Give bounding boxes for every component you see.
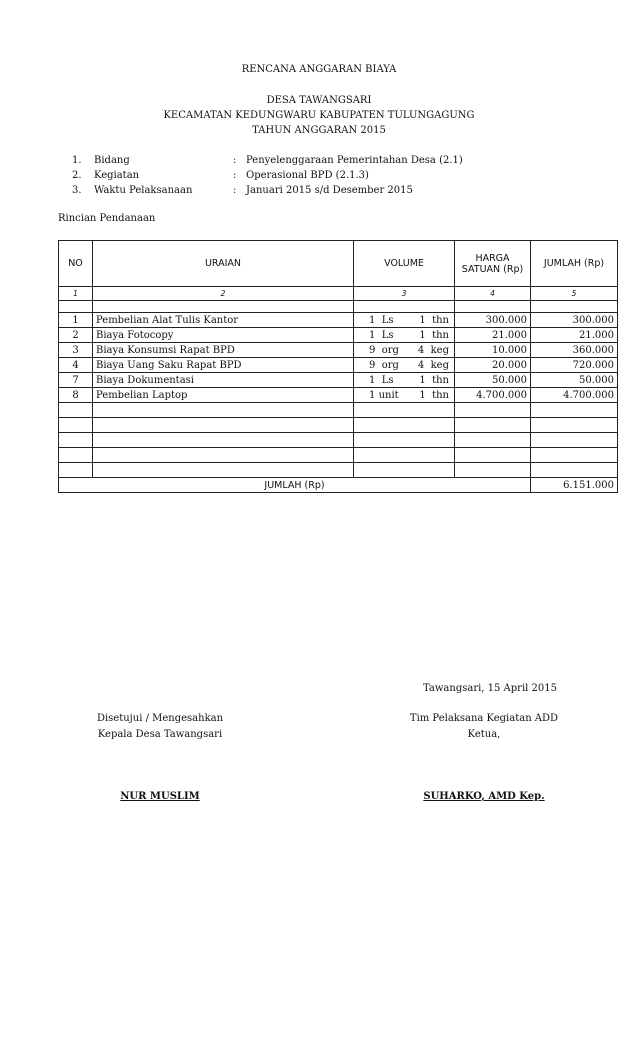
vol-unit: thn [432, 314, 449, 326]
row-no: 7 [59, 373, 93, 388]
place-date: Tawangsari, 15 April 2015 [423, 683, 557, 694]
row-no: 3 [59, 343, 93, 358]
info-value: Penyelenggaraan Pemerintahan Desa (2.1) [246, 155, 463, 166]
row-no: 2 [59, 328, 93, 343]
header-harga-line1: HARGA [475, 252, 510, 264]
row-jumlah: 21.000 [531, 328, 618, 343]
vol-unit: Ls [381, 374, 394, 386]
vol-unit: thn [432, 374, 449, 386]
document-title: RENCANA ANGGARAN BIAYA [241, 64, 397, 75]
row-no: 8 [59, 388, 93, 403]
fiscal-year: TAHUN ANGGARAN 2015 [252, 125, 386, 136]
table-spacer-row [59, 301, 618, 313]
row-harga: 20.000 [455, 358, 531, 373]
vol-qty: 1 [369, 314, 376, 326]
info-no: 1. [72, 155, 82, 166]
row-harga: 300.000 [455, 313, 531, 328]
total-label: JUMLAH (Rp) [59, 478, 531, 493]
row-jumlah: 300.000 [531, 313, 618, 328]
row-uraian: Pembelian Alat Tulis Kantor [93, 313, 354, 328]
column-number: 5 [531, 287, 618, 301]
vol-unit: org [381, 359, 399, 371]
info-label: Waktu Pelaksanaan [94, 185, 193, 196]
row-no: 1 [59, 313, 93, 328]
approver-name: NUR MUSLIM [120, 791, 200, 802]
row-jumlah: 50.000 [531, 373, 618, 388]
vol-unit: thn [432, 329, 449, 341]
info-value: Januari 2015 s/d Desember 2015 [246, 185, 413, 196]
row-uraian: Biaya Fotocopy [93, 328, 354, 343]
row-volume [354, 388, 455, 403]
table-row [59, 328, 618, 343]
vol-qty: 1 [369, 389, 376, 401]
empty-row [59, 403, 618, 418]
info-label: Bidang [94, 155, 130, 166]
header-volume: VOLUME [354, 241, 455, 287]
approver-role-line2: Kepala Desa Tawangsari [97, 729, 223, 740]
table-row [59, 388, 618, 403]
column-number-row [59, 287, 618, 301]
info-separator: : [233, 185, 237, 196]
table-row [59, 343, 618, 358]
row-harga: 10.000 [455, 343, 531, 358]
column-number: 4 [455, 287, 531, 301]
column-number: 2 [93, 287, 354, 301]
row-no: 4 [59, 358, 93, 373]
vol-qty: 1 [419, 329, 426, 341]
column-number: 3 [354, 287, 455, 301]
header-uraian: URAIAN [93, 241, 354, 287]
empty-row [59, 418, 618, 433]
vol-unit: org [381, 344, 399, 356]
row-volume [354, 328, 455, 343]
vol-qty: 4 [417, 359, 425, 371]
executor-name: SUHARKO, AMD Kep. [423, 791, 545, 802]
empty-row [59, 448, 618, 463]
vol-unit: thn [432, 389, 449, 401]
rincian-label: Rincian Pendanaan [58, 213, 156, 224]
row-volume [354, 313, 455, 328]
executor-role-line2: Ketua, [467, 729, 501, 740]
vol-qty: 1 [419, 314, 426, 326]
row-volume [354, 373, 455, 388]
vol-qty: 1 [419, 374, 426, 386]
row-uraian: Biaya Uang Saku Rapat BPD [93, 358, 354, 373]
header-harga-line2: SATUAN (Rp) [461, 263, 524, 275]
header-jumlah: JUMLAH (Rp) [531, 241, 618, 287]
row-uraian: Pembelian Laptop [93, 388, 354, 403]
info-no: 3. [72, 185, 82, 196]
row-uraian: Biaya Konsumsi Rapat BPD [93, 343, 354, 358]
table-row [59, 373, 618, 388]
empty-row [59, 463, 618, 478]
row-jumlah: 360.000 [531, 343, 618, 358]
vol-qty: 9 [369, 344, 376, 356]
vol-qty: 4 [417, 344, 425, 356]
total-row [59, 478, 618, 493]
row-uraian: Biaya Dokumentasi [93, 373, 354, 388]
vol-qty: 9 [369, 359, 376, 371]
column-number: 1 [59, 287, 93, 301]
row-volume [354, 343, 455, 358]
table-row [59, 358, 618, 373]
header-no: NO [59, 241, 93, 287]
table-header-row [59, 241, 618, 287]
approver-role-line1: Disetujui / Mengesahkan [96, 713, 224, 724]
vol-qty: 1 [369, 329, 376, 341]
row-harga: 21.000 [455, 328, 531, 343]
row-harga: 4.700.000 [455, 388, 531, 403]
row-jumlah: 720.000 [531, 358, 618, 373]
empty-row [59, 433, 618, 448]
vol-unit: Ls [381, 329, 394, 341]
row-harga: 50.000 [455, 373, 531, 388]
budget-table [58, 240, 618, 493]
info-separator: : [233, 155, 237, 166]
row-volume [354, 358, 455, 373]
vol-unit: keg [430, 359, 449, 371]
vol-qty: 1 [369, 374, 376, 386]
header-harga [455, 241, 531, 287]
row-jumlah: 4.700.000 [531, 388, 618, 403]
info-separator: : [233, 170, 237, 181]
table-row [59, 313, 618, 328]
executor-role-line1: Tim Pelaksana Kegiatan ADD [409, 713, 559, 724]
vol-unit: Ls [381, 314, 394, 326]
info-no: 2. [72, 170, 82, 181]
vol-unit: unit [378, 389, 399, 401]
district-name: KECAMATAN KEDUNGWARU KABUPATEN TULUNGAGUNG [163, 110, 475, 121]
info-label: Kegiatan [94, 170, 140, 181]
vol-qty: 1 [419, 389, 426, 401]
total-value: 6.151.000 [531, 478, 618, 493]
vol-unit: keg [430, 344, 449, 356]
village-name: DESA TAWANGSARI [266, 95, 372, 106]
info-value: Operasional BPD (2.1.3) [246, 170, 369, 181]
